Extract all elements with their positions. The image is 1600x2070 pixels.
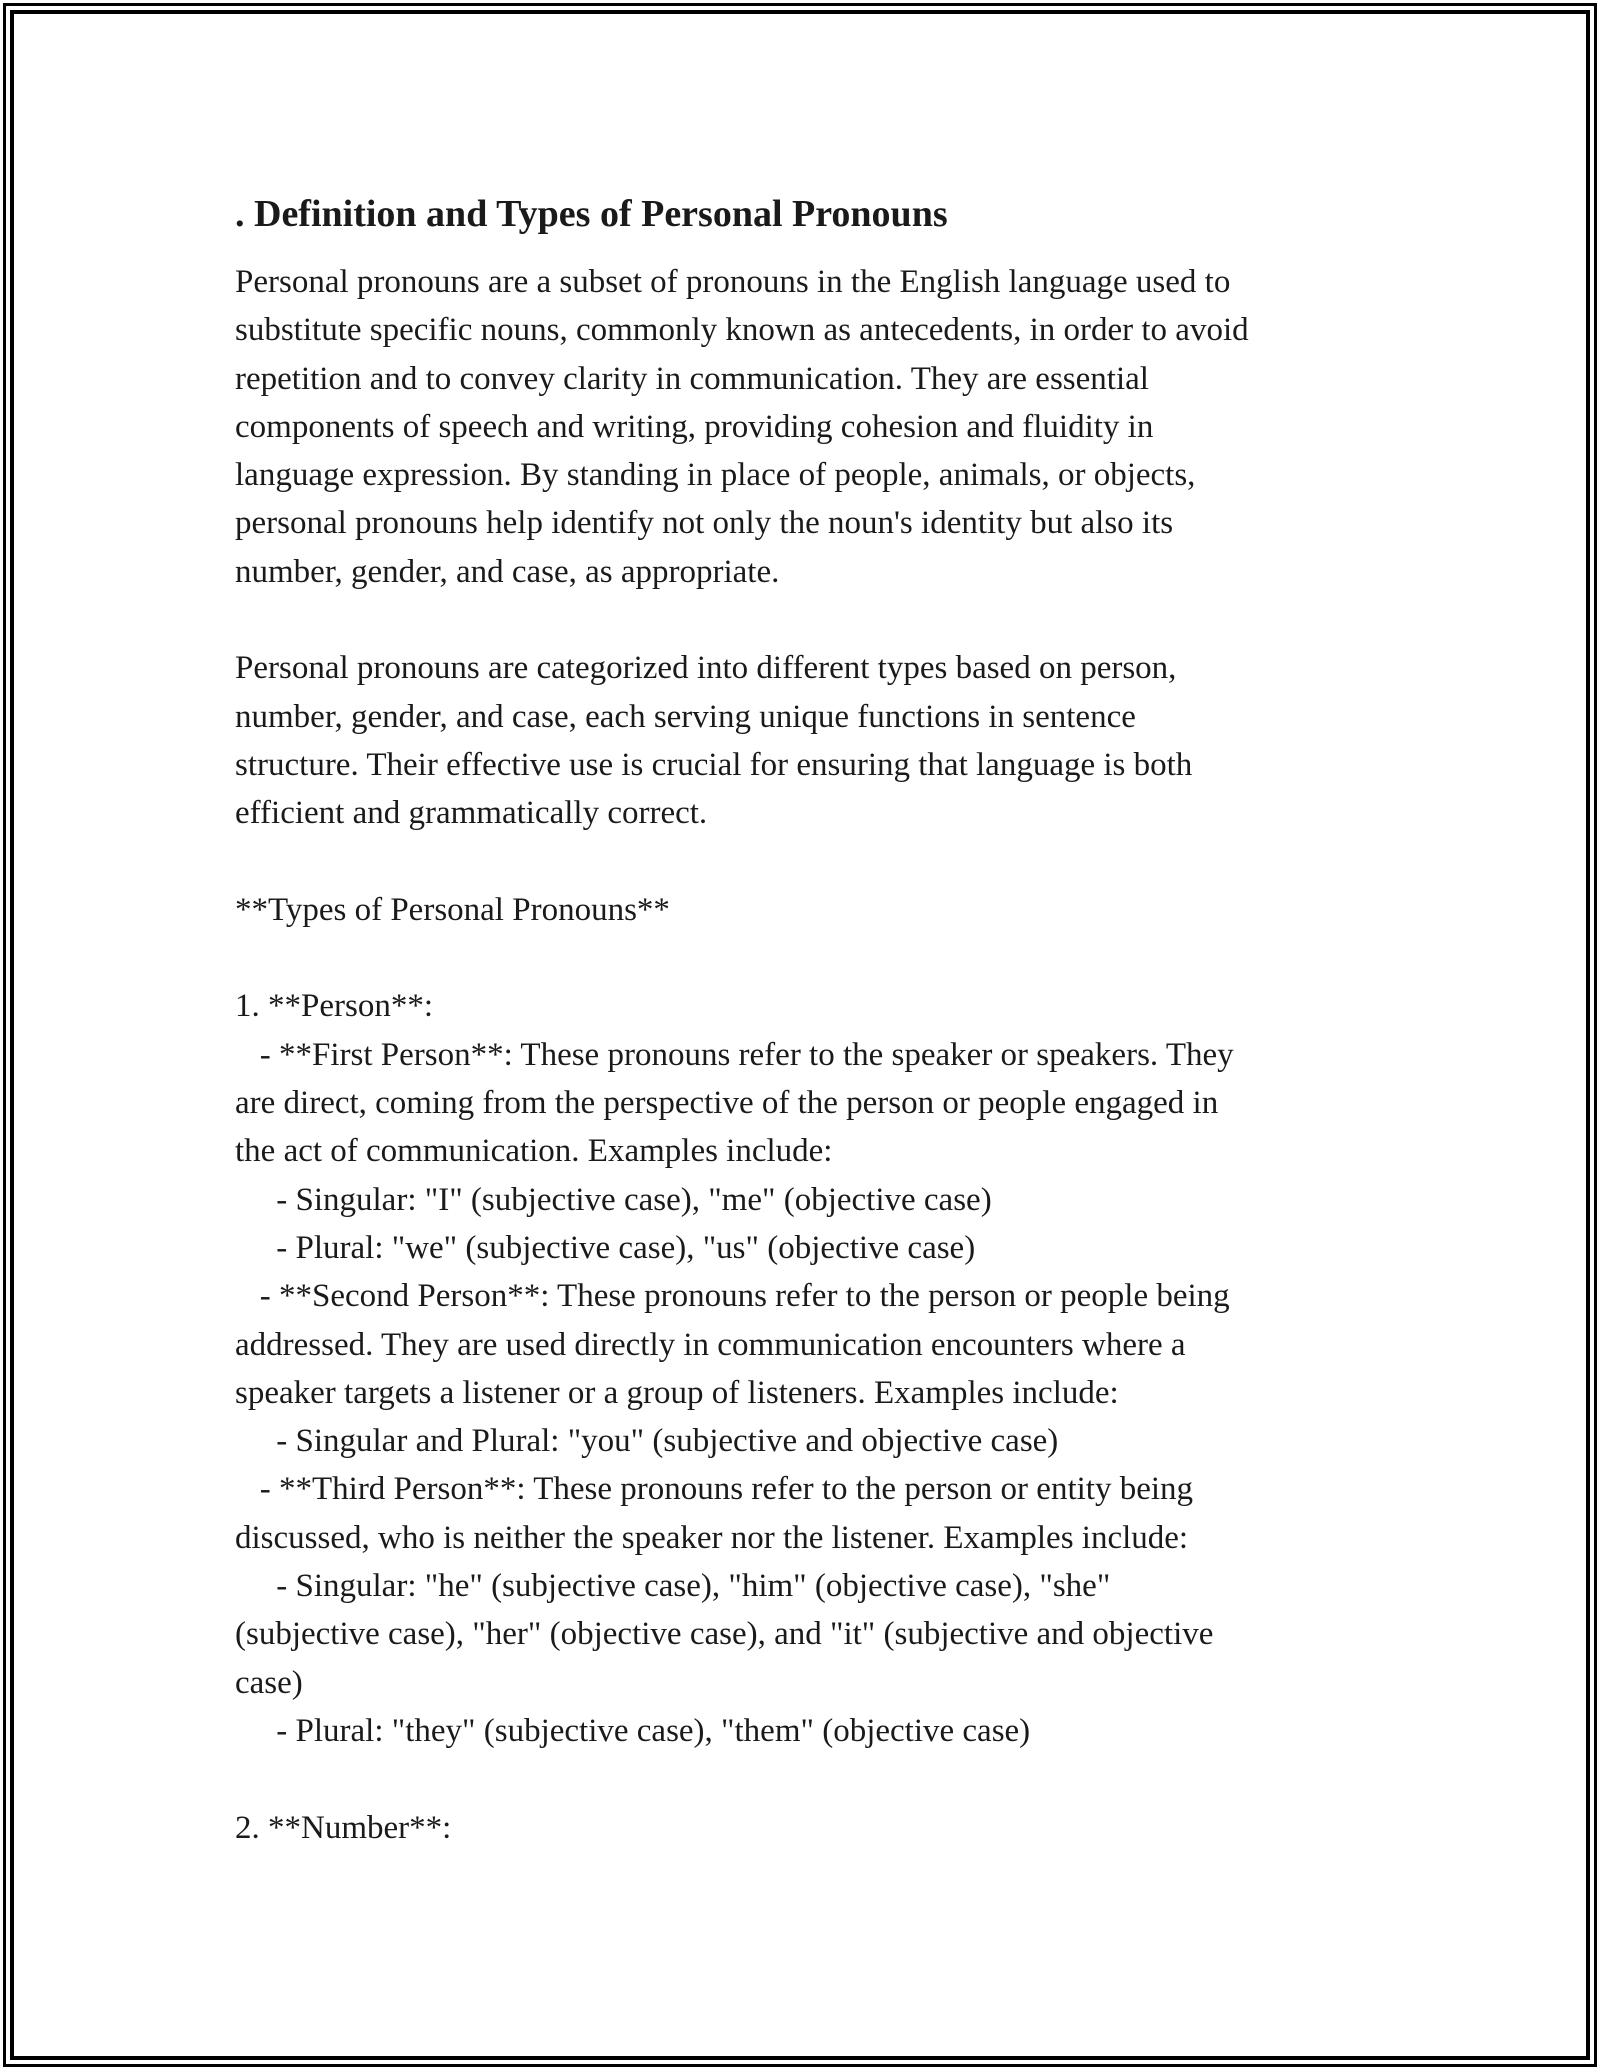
text-line: - **First Person**: These pronouns refer to the speaker or speakers. They bbox=[235, 1036, 1234, 1073]
text-line: structure. Their effective use is crucial for ensuring that language is both bbox=[235, 746, 1193, 783]
text-line: repetition and to convey clarity in communication. They are essential bbox=[235, 360, 1149, 397]
text-line: - Plural: "they" (subjective case), "them" (objective case) bbox=[235, 1712, 1031, 1749]
text-line: personal pronouns help identify not only the noun's identity but also its bbox=[235, 505, 1174, 542]
text-line: 1. **Person**: bbox=[235, 988, 433, 1025]
text-line: - Singular and Plural: "you" (subjective and objective case) bbox=[235, 1423, 1059, 1460]
text-line: number, gender, and case, as appropriate. bbox=[235, 553, 780, 590]
text-line: discussed, who is neither the speaker nor the listener. Examples include: bbox=[235, 1519, 1189, 1556]
text-line: substitute specific nouns, commonly known as antecedents, in order to avoid bbox=[235, 312, 1249, 349]
text-line: - **Second Person**: These pronouns refer to the person or people being bbox=[235, 1278, 1230, 1315]
text-line: speaker targets a listener or a group of listeners. Examples include: bbox=[235, 1374, 1119, 1411]
blank-line bbox=[235, 934, 1385, 982]
section-heading: . Definition and Types of Personal Pronouns bbox=[235, 193, 948, 235]
text-line: addressed. They are used directly in communication encounters where a bbox=[235, 1326, 1186, 1363]
text-line: **Types of Personal Pronouns** bbox=[235, 891, 670, 928]
text-line: case) bbox=[235, 1664, 303, 1701]
text-line: efficient and grammatically correct. bbox=[235, 795, 708, 832]
document-body bbox=[235, 190, 1385, 1852]
text-line: Personal pronouns are categorized into different types based on person, bbox=[235, 650, 1177, 687]
blank-line bbox=[235, 1755, 1385, 1803]
blank-line bbox=[235, 596, 1385, 644]
text-line: (subjective case), "her" (objective case), and "it" (subjective and objective bbox=[235, 1616, 1214, 1653]
text-line: - Singular: "he" (subjective case), "him" (objective case), "she" bbox=[235, 1568, 1111, 1605]
text-line: - Plural: "we" (subjective case), "us" (objective case) bbox=[235, 1229, 976, 1266]
text-line: language expression. By standing in place of people, animals, or objects, bbox=[235, 457, 1196, 494]
text-line: number, gender, and case, each serving unique functions in sentence bbox=[235, 698, 1136, 735]
blank-line bbox=[235, 838, 1385, 886]
text-line: - **Third Person**: These pronouns refer to the person or entity being bbox=[235, 1471, 1194, 1508]
text-line: Personal pronouns are a subset of pronouns in the English language used to bbox=[235, 264, 1231, 300]
text-line: the act of communication. Examples include: bbox=[235, 1133, 833, 1170]
body-text bbox=[235, 258, 1385, 1852]
text-line: components of speech and writing, providing cohesion and fluidity in bbox=[235, 408, 1154, 445]
text-line: are direct, coming from the perspective of the person or people engaged in bbox=[235, 1085, 1219, 1122]
text-line: - Singular: "I" (subjective case), "me" (objective case) bbox=[235, 1181, 992, 1218]
text-line: 2. **Number**: bbox=[235, 1809, 452, 1846]
